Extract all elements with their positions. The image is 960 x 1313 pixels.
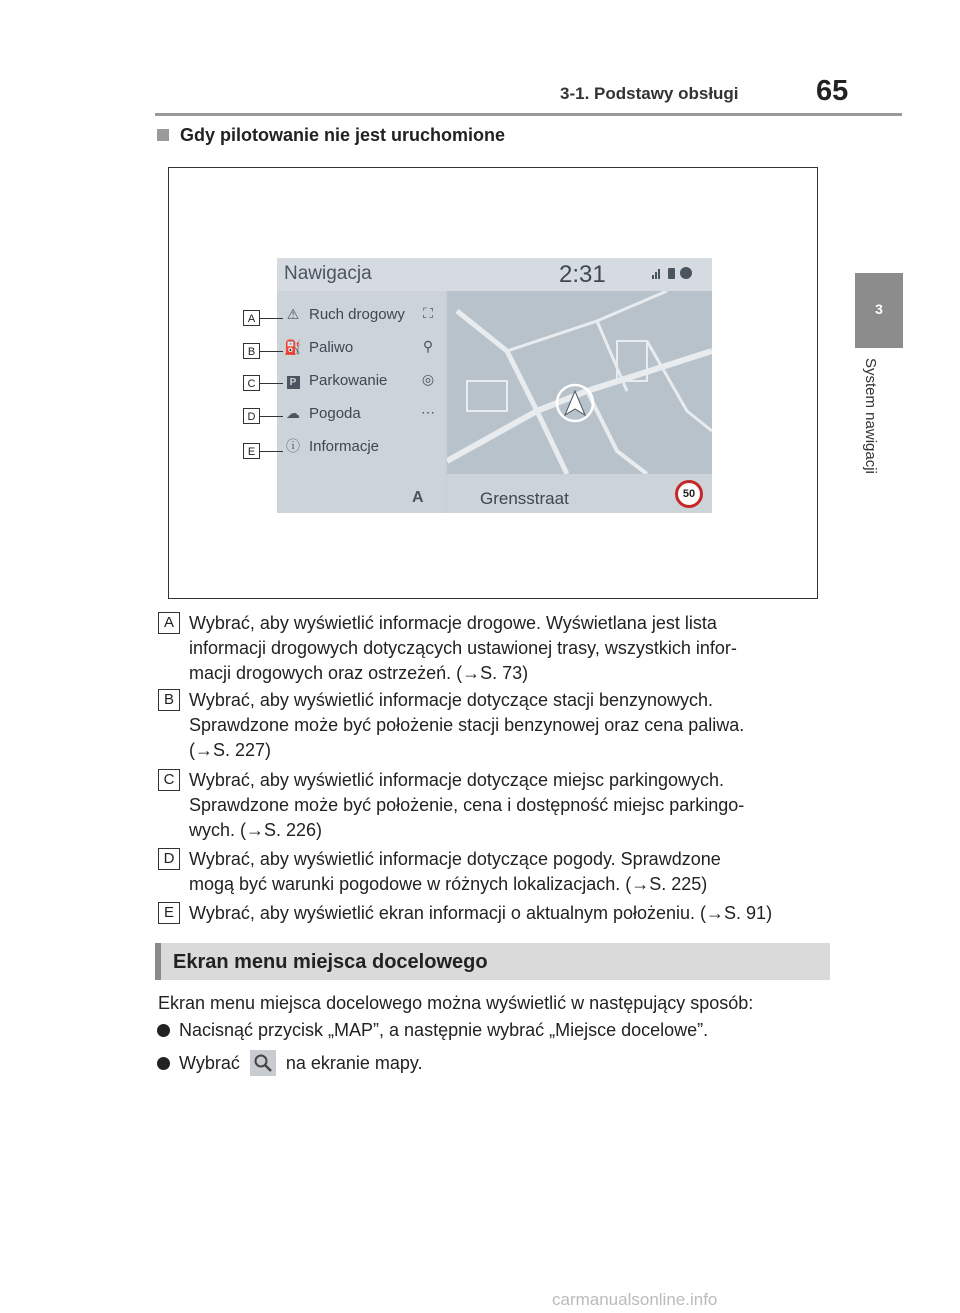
- menu-item-label: Parkowanie: [309, 371, 388, 389]
- menu-item-parking[interactable]: [284, 367, 387, 393]
- section-intro: Ekran menu miejsca docelowego można wyświetlić w następujący sposób:: [158, 993, 754, 1013]
- callout-a-line: [260, 318, 283, 319]
- label-a: A: [158, 612, 180, 634]
- clock: 2:31: [559, 261, 606, 288]
- description-d: [189, 847, 829, 897]
- bullet-dot-icon: [157, 1057, 170, 1070]
- desc-line: Sprawdzone może być położenie, cena i dostępność miejsc parkingo-: [189, 795, 745, 815]
- chapter-tab: [855, 273, 903, 348]
- description-e: [189, 901, 829, 926]
- subheading: Gdy pilotowanie nie jest uruchomione: [180, 125, 506, 145]
- signal-icon: [652, 266, 702, 280]
- weather-icon: ☁: [286, 404, 300, 421]
- desc-line: mogą być warunki pogodowe w różnych lokalizacjach. (→S. 225): [189, 874, 708, 894]
- bullet-item-2: [157, 1050, 423, 1076]
- watermark: carmanualsonline.info: [552, 1290, 718, 1309]
- callout-b-line: [260, 351, 283, 352]
- label-d: D: [158, 848, 180, 870]
- header-divider: [155, 113, 902, 116]
- desc-line: Wybrać, aby wyświetlić ekran informacji o aktualnym położeniu. (→S. 91): [189, 903, 773, 923]
- direction-icon: A: [412, 489, 424, 506]
- bullet-text-before: Wybrać: [179, 1052, 240, 1073]
- desc-line: (→S. 227): [189, 740, 272, 760]
- menu-item-label: Ruch drogowy: [309, 305, 405, 323]
- callout-e: E: [243, 443, 260, 459]
- search-icon[interactable]: ⚲: [422, 338, 434, 354]
- description-b: [189, 688, 829, 763]
- info-icon: ⓘ: [286, 438, 300, 454]
- section-heading-band: [155, 943, 830, 980]
- figure-frame: [168, 167, 818, 599]
- label-c: C: [158, 769, 180, 791]
- menu-item-fuel[interactable]: [284, 334, 353, 360]
- bullet-dot-icon: [157, 1024, 170, 1037]
- map-view[interactable]: [447, 291, 712, 474]
- callout-b: B: [243, 343, 260, 359]
- bullet-text: Nacisnąć przycisk „MAP”, a następnie wybrać „Miejsce docelowe”.: [179, 1020, 709, 1040]
- label-b: B: [158, 689, 180, 711]
- screen-title: Nawigacja: [284, 263, 372, 284]
- description-c: [189, 768, 829, 843]
- callout-a: A: [243, 310, 260, 326]
- callout-d-line: [260, 416, 283, 417]
- expand-icon[interactable]: ⛶: [423, 305, 433, 321]
- bullet-item-1: [157, 1020, 708, 1041]
- square-bullet-icon: [157, 129, 169, 141]
- desc-line: Wybrać, aby wyświetlić informacje dotyczące pogody. Sprawdzone: [189, 849, 721, 869]
- menu-item-label: Informacje: [309, 437, 380, 455]
- parking-icon: P: [284, 372, 302, 389]
- menu-item-label: Paliwo: [309, 338, 354, 356]
- callout-d: D: [243, 408, 260, 424]
- callout-c-line: [260, 383, 283, 384]
- label-e: E: [158, 902, 180, 924]
- bullet-text-after: na ekranie mapy.: [285, 1052, 423, 1073]
- menu-item-traffic[interactable]: [284, 301, 405, 327]
- page-number: 65: [816, 75, 849, 107]
- menu-item-info[interactable]: [284, 433, 379, 459]
- desc-line: Wybrać, aby wyświetlić informacje drogowe. Wyświetlana jest lista: [189, 613, 717, 633]
- menu-item-label: Pogoda: [309, 404, 361, 422]
- section-title: 3-1. Podstawy obsługi: [560, 84, 739, 103]
- callout-c: C: [243, 375, 260, 391]
- desc-line: Wybrać, aby wyświetlić informacje dotyczące miejsc parkingowych.: [189, 770, 725, 790]
- desc-line: informacji drogowych dotyczących ustawionej trasy, wszystkich infor-: [189, 638, 737, 658]
- speed-limit-sign: 50: [675, 480, 703, 508]
- desc-line: macji drogowych oraz ostrzeżeń. (→S. 73): [189, 663, 529, 683]
- status-icons: [652, 266, 702, 283]
- map-roads: [447, 291, 712, 474]
- traffic-warning-icon: ⚠: [286, 305, 300, 322]
- menu-item-weather[interactable]: [284, 400, 361, 426]
- current-street: Grensstraat: [480, 489, 569, 508]
- desc-line: Sprawdzone może być położenie stacji benzynowej oraz cena paliwa.: [189, 715, 745, 735]
- callout-e-line: [260, 451, 283, 452]
- compass-icon[interactable]: ◎: [421, 371, 435, 387]
- description-a: [189, 611, 829, 686]
- fuel-icon: ⛽: [284, 338, 302, 355]
- desc-line: Wybrać, aby wyświetlić informacje dotyczące stacji benzynowych.: [189, 690, 714, 710]
- chapter-label: System nawigacji: [862, 358, 879, 474]
- search-icon: [250, 1050, 276, 1076]
- chapter-number: 3: [875, 301, 883, 317]
- navigation-screen: [277, 258, 712, 513]
- more-icon[interactable]: ⋯: [421, 404, 435, 420]
- section-heading: Ekran menu miejsca docelowego: [173, 951, 488, 973]
- desc-line: wych. (→S. 226): [189, 820, 323, 840]
